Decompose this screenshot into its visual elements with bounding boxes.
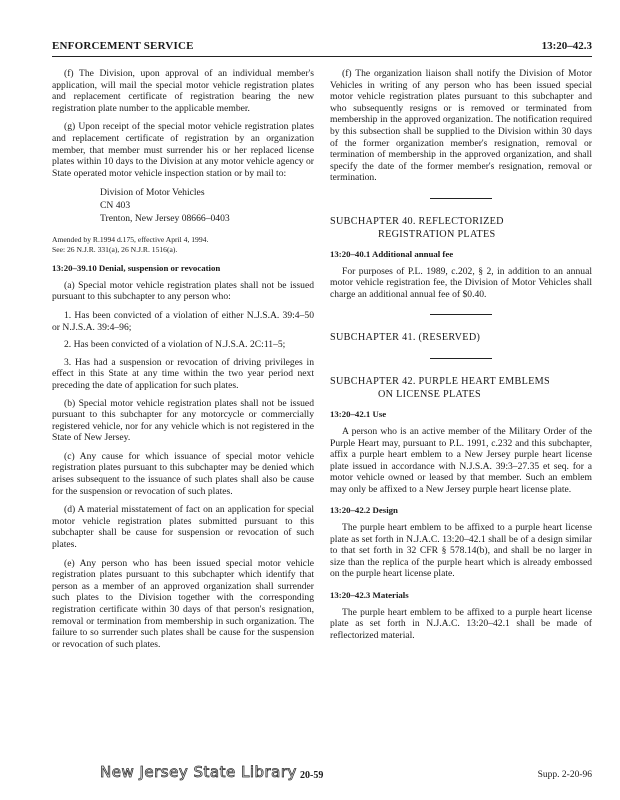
left-column	[52, 68, 314, 657]
subchapter-42-line-2: ON LICENSE PLATES	[378, 389, 482, 401]
paragraph-e: (e) Any person who has been issued special motor vehicle registration plates pursuant to this subchapter which identify that person as a member of an approved organization shall surrender such plates to the Division together with the corresponding registration certificate within 30 days of that person's resignation, removal or termination from membership in such organization. The failure to so surrender such plates shall be cause for the suspension or revocation of such plates.	[52, 557, 314, 650]
supplement-date: Supp. 2-20-96	[537, 770, 592, 780]
subchapter-40-heading	[330, 215, 592, 241]
amendment-note	[52, 235, 314, 254]
subchapter-42-line-1: SUBCHAPTER 42. PURPLE HEART EMBLEMS	[330, 376, 550, 388]
page-number: 20-59	[300, 770, 324, 781]
section-heading-42-1: 13:20–42.1 Use	[330, 409, 387, 420]
subchapter-40-line-2: REGISTRATION PLATES	[378, 228, 496, 240]
paragraph-b: (b) Special motor vehicle registration plates shall not be issued pursuant to this subchapter for any motorcycle or commercially registered vehicle, nor for any vehicle which is not registered in the State of New Jersey.	[52, 397, 314, 444]
paragraph-a: (a) Special motor vehicle registration plates shall not be issued pursuant to this subchapter to any person who:	[52, 279, 314, 303]
paragraph-f-liaison: (f) The organization liaison shall notify the Division of Motor Vehicles in writing of any person who has been issued special motor vehicle registration plates pursuant to this subchapter and who subsequently resigns or is removed or terminated from membership in the approved organization. The notification required by this subsection shall be supplied to the Division within 30 days of the former organization member's resignation, removal or termination of membership in the approved organization, and shall specify the date of the former member's resignation, removal or termination.	[330, 68, 592, 184]
section-42-3-text: The purple heart emblem to be affixed to a purple heart license plate as set forth in N.J.A.C. 13:20–42.1 shall be made of reflectorized material.	[330, 606, 592, 641]
running-header-title: ENFORCEMENT SERVICE	[52, 40, 194, 52]
section-divider	[430, 198, 492, 199]
section-divider	[430, 314, 492, 315]
section-42-2-text: The purple heart emblem to be affixed to a purple heart license plate as set forth in N.J.A.C. 13:20–42.1 shall be of a design similar to that set forth in 32 CFR § 578.14(b), and shall be no larger in size than the replica of the purple heart which is already embossed on the purple heart license plate.	[330, 522, 592, 580]
paragraph-c: (c) Any cause for which issuance of special motor vehicle registration plates pursuant to this subchapter may be denied which arises subsequent to the issuance of such plates shall also be cause for the suspension or revocation of such plates.	[52, 450, 314, 497]
list-item-2: 2. Has been convicted of a violation of N.J.S.A. 2C:11–5;	[64, 339, 286, 351]
section-40-1-text: For purposes of P.L. 1989, c.202, § 2, in addition to an annual motor vehicle registration fee, the Division of Motor Vehicles shall charge an additional annual fee of $0.40.	[330, 265, 592, 300]
library-stamp: New Jersey State Library	[100, 763, 297, 781]
paragraph-g: (g) Upon receipt of the special motor vehicle registration plates and replacement certificate of registration by an organization member, that member must surrender his or her replaced license plates within 10 days to the Division at any motor vehicle agency or State operated motor vehicle inspection station or by mail to:	[52, 121, 314, 179]
address-line-3: Trenton, New Jersey 08666–0403	[100, 213, 230, 225]
subchapter-40-line-1: SUBCHAPTER 40. REFLECTORIZED	[330, 215, 504, 227]
list-item-3: 3. Has had a suspension or revocation of driving privileges in effect in this State at any time within the two year period next preceding the date of application for such plates.	[52, 356, 314, 391]
running-header-section: 13:20–42.3	[541, 40, 592, 52]
list-item-1: 1. Has been convicted of a violation of either N.J.S.A. 39:4–50 or N.J.S.A. 39:4–96;	[52, 309, 314, 333]
section-42-1-text: A person who is an active member of the Military Order of the Purple Heart may, pursuant to P.L. 1991, c.232 and this subchapter, affix a purple heart emblem to a New Jersey purple heart license plate issued in accordance with N.J.S.A. 39:3–27.35 et seq. for a motor vehicle owned or leased by that member. Such an emblem may only be affixed to a New Jersey purple heart license plate.	[330, 425, 592, 495]
amendment-line-1: Amended by R.1994 d.175, effective April 4, 1994.	[52, 235, 209, 245]
section-heading-42-2: 13:20–42.2 Design	[330, 505, 398, 516]
subchapter-41-heading: SUBCHAPTER 41. (RESERVED)	[330, 332, 481, 344]
section-heading-39-10: 13:20–39.10 Denial, suspension or revocation	[52, 263, 221, 274]
amendment-line-2: See: 26 N.J.R. 331(a), 26 N.J.R. 1516(a).	[52, 244, 178, 254]
paragraph-d: (d) A material misstatement of fact on an application for special motor vehicle registration plates submitted pursuant to this subchapter shall be cause for suspension or revocation of such plates.	[52, 504, 314, 551]
section-heading-42-3: 13:20–42.3 Materials	[330, 590, 409, 601]
right-column	[330, 68, 592, 648]
address-line-1: Division of Motor Vehicles	[100, 187, 205, 199]
paragraph-f: (f) The Division, upon approval of an individual member's application, will mail the special motor vehicle registration plates and replacement certificate of registration bearing the new registration plate number to the applicable member.	[52, 68, 314, 114]
section-divider	[430, 358, 492, 359]
section-heading-40-1: 13:20–40.1 Additional annual fee	[330, 248, 454, 259]
header-rule	[52, 56, 592, 57]
address-line-2: CN 403	[100, 200, 131, 212]
subchapter-42-heading	[330, 375, 592, 401]
